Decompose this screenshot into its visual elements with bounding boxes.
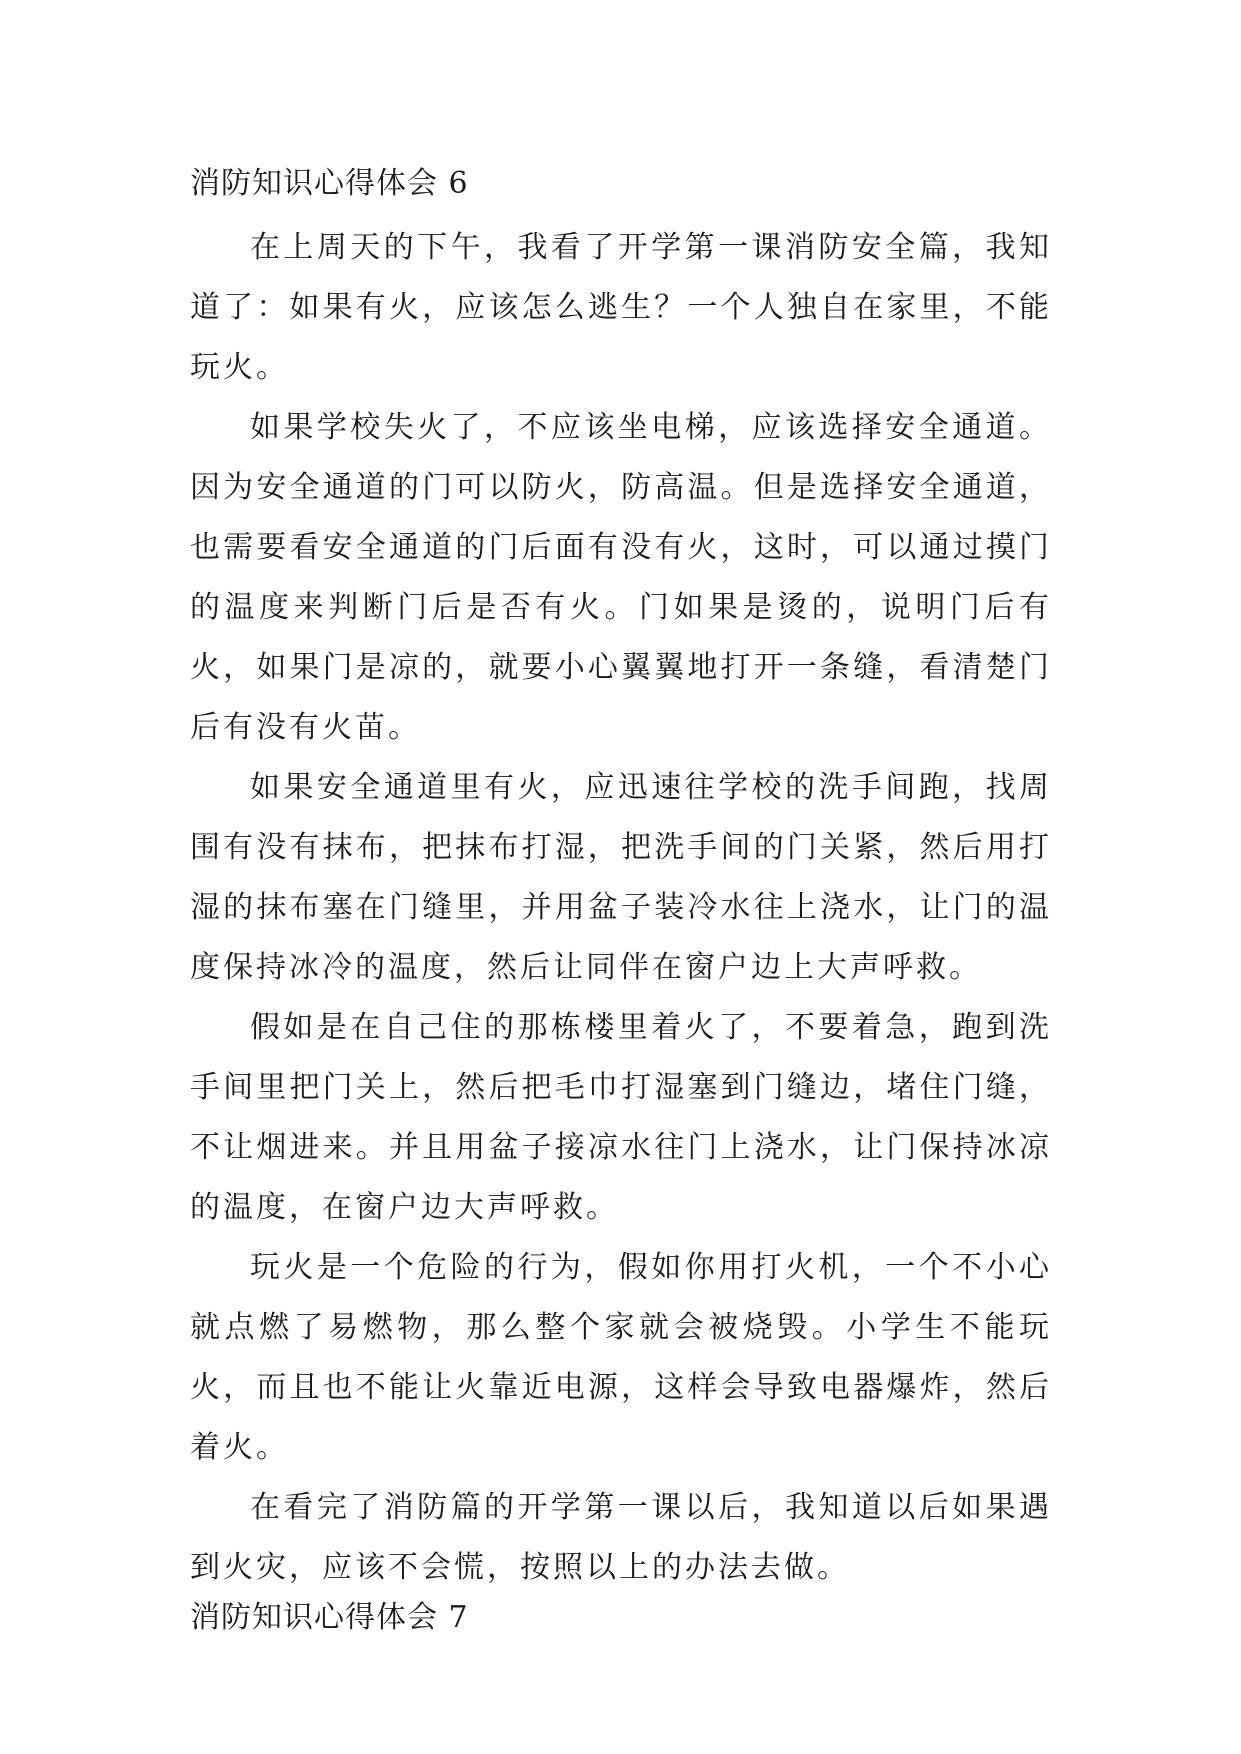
paragraph: 玩火是一个危险的行为，假如你用打火机，一个不小心就点燃了易燃物，那么整个家就会被烧毁。小学生不能玩火，而且也不能让火靠近电源，这样会导致电器爆炸，然后着火。	[190, 1250, 1052, 1465]
paragraph: 在上周天的下午，我看了开学第一课消防安全篇，我知道了：如果有火，应该怎么逃生？一个人独自在家里，不能玩火。	[190, 230, 1052, 385]
section-heading: 消防知识心得体会 6	[190, 166, 469, 201]
paragraph: 假如是在自己住的那栋楼里着火了，不要着急，跑到洗手间里把门关上，然后把毛巾打湿塞到门缝边，堵住门缝，不让烟进来。并且用盆子接凉水往门上浇水，让门保持冰凉的温度，在窗户边大声呼救。	[190, 1010, 1052, 1225]
paragraph: 在看完了消防篇的开学第一课以后，我知道以后如果遇到火灾，应该不会慌，按照以上的办法去做。	[190, 1490, 1052, 1585]
document-body	[190, 164, 1052, 1652]
paragraph: 如果学校失火了，不应该坐电梯，应该选择安全通道。因为安全通道的门可以防火，防高温。但是选择安全通道，也需要看安全通道的门后面有没有火，这时，可以通过摸门的温度来判断门后是否有火。门如果是烫的，说明门后有火，如果门是凉的，就要小心翼翼地打开一条缝，看清楚门后有没有火苗。	[190, 410, 1052, 745]
section-heading: 消防知识心得体会 7	[190, 1600, 469, 1635]
paragraph: 如果安全通道里有火，应迅速往学校的洗手间跑，找周围有没有抹布，把抹布打湿，把洗手间的门关紧，然后用打湿的抹布塞在门缝里，并用盆子装冷水往上浇水，让门的温度保持冰冷的温度，然后让同伴在窗户边上大声呼救。	[190, 770, 1052, 985]
